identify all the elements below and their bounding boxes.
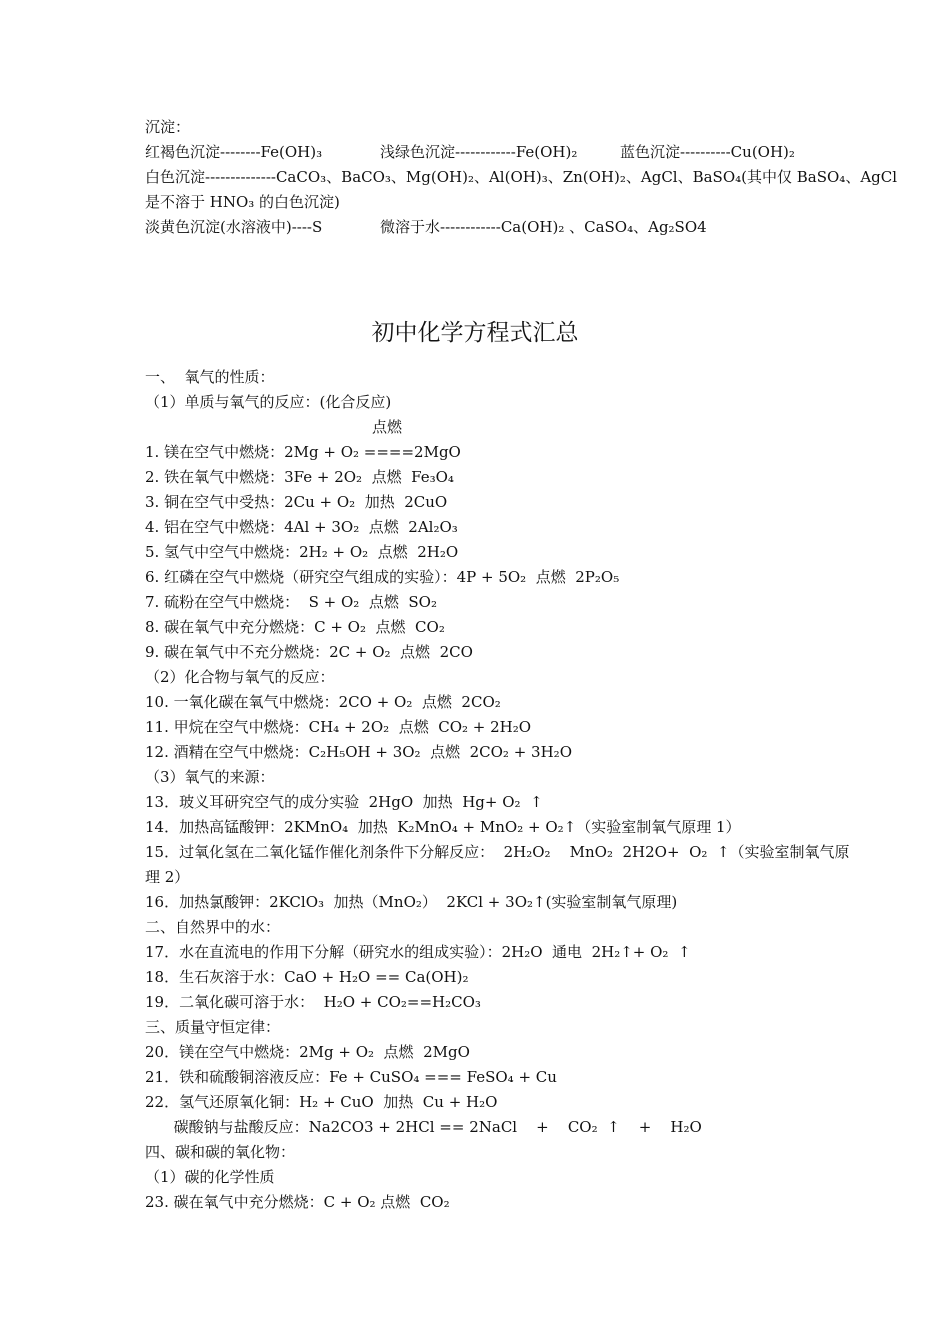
equation-line: 20．镁在空气中燃烧：2Mg + O₂ 点燃 2MgO — [145, 1043, 470, 1061]
precipitate-heading: 沉淀： — [145, 118, 191, 136]
equation-line: 18．生石灰溶于水：CaO + H₂O == Ca(OH)₂ — [145, 968, 469, 986]
precipitate-blue: 蓝色沉淀----------Cu(OH)₂ — [620, 143, 795, 161]
equation-line: 15．过氧化氢在二氧化锰作催化剂条件下分解反应： 2H₂O₂ MnO₂ 2H2O+ O₂ ↑（实验室制氧气原 — [145, 843, 850, 861]
section-heading: 二、自然界中的水： — [145, 918, 281, 936]
equation-line: 14．加热高锰酸钾：2KMnO₄ 加热 K₂MnO₄ + MnO₂ + O₂↑（实验室制氧气原理 1） — [145, 818, 741, 836]
equation-line: 5. 氢气中空气中燃烧：2H₂ + O₂ 点燃 2H₂O — [145, 543, 459, 561]
page-title: 初中化学方程式汇总 — [371, 320, 579, 346]
subsection-heading: （2）化合物与氧气的反应： — [145, 668, 335, 686]
equation-line: 23. 碳在氧气中充分燃烧：C + O₂ 点燃 CO₂ — [145, 1193, 450, 1211]
equation-line: 4. 铝在空气中燃烧：4Al + 3O₂ 点燃 2Al₂O₃ — [145, 518, 458, 536]
subsection-heading: （1）单质与氧气的反应：(化合反应) — [145, 393, 392, 411]
equation-line: 13．玻义耳研究空气的成分实验 2HgO 加热 Hg+ O₂ ↑ — [145, 793, 543, 811]
equation-line: 11. 甲烷在空气中燃烧：CH₄ + 2O₂ 点燃 CO₂ + 2H₂O — [145, 718, 532, 736]
section-heading: 一、 氧气的性质： — [145, 368, 275, 386]
precipitate-red-brown: 红褐色沉淀--------Fe(OH)₃ — [145, 143, 323, 161]
equation-line: 碳酸钠与盐酸反应：Na2CO3 + 2HCl == 2NaCl + CO₂ ↑ + H₂O — [145, 1118, 702, 1136]
equation-line: 2. 铁在氧气中燃烧：3Fe + 2O₂ 点燃 Fe₃O₄ — [145, 468, 454, 486]
equation-line: 17．水在直流电的作用下分解（研究水的组成实验）：2H₂O 通电 2H₂↑+ O₂ ↑ — [145, 943, 691, 961]
precipitate-pale-yellow: 淡黄色沉淀(水溶液中)----S — [145, 218, 323, 236]
equation-line: 6. 红磷在空气中燃烧（研究空气组成的实验）：4P + 5O₂ 点燃 2P₂O₅ — [145, 568, 620, 586]
equation-line: 7. 硫粉在空气中燃烧： S + O₂ 点燃 SO₂ — [145, 593, 437, 611]
equation-line: 3. 铜在空气中受热：2Cu + O₂ 加热 2CuO — [145, 493, 448, 511]
equation-line: 16．加热氯酸钾：2KClO₃ 加热（MnO₂） 2KCl + 3O₂↑(实验室制氧气原理) — [145, 893, 678, 911]
equation-line: 19．二氧化碳可溶于水： H₂O + CO₂==H₂CO₃ — [145, 993, 481, 1011]
equation-line-continued: 理 2） — [145, 868, 190, 886]
section-heading: 三、质量守恒定律： — [145, 1018, 281, 1036]
slightly-soluble: 微溶于水------------Ca(OH)₂ 、CaSO₄、Ag₂SO4 — [380, 218, 707, 236]
section-heading: 四、碳和碳的氧化物： — [145, 1143, 296, 1161]
equation-line: 9. 碳在氧气中不充分燃烧：2C + O₂ 点燃 2CO — [145, 643, 473, 661]
equation-line: 22．氢气还原氧化铜：H₂ + CuO 加热 Cu + H₂O — [145, 1093, 498, 1111]
equation-line: 1. 镁在空气中燃烧：2Mg + O₂ ====2MgO — [145, 443, 461, 461]
precipitate-light-green: 浅绿色沉淀------------Fe(OH)₂ — [380, 143, 578, 161]
precipitate-white-note: 是不溶于 HNO₃ 的白色沉淀) — [145, 193, 340, 211]
subsection-heading: （3）氧气的来源： — [145, 768, 275, 786]
equation-line: 12. 酒精在空气中燃烧：C₂H₅OH + 3O₂ 点燃 2CO₂ + 3H₂O — [145, 743, 572, 761]
equation-line: 8. 碳在氧气中充分燃烧：C + O₂ 点燃 CO₂ — [145, 618, 445, 636]
equation-line: 10. 一氧化碳在氧气中燃烧：2CO + O₂ 点燃 2CO₂ — [145, 693, 501, 711]
subsection-heading: （1）碳的化学性质 — [145, 1168, 275, 1186]
equation-line: 21．铁和硫酸铜溶液反应：Fe + CuSO₄ === FeSO₄ + Cu — [145, 1068, 557, 1086]
precipitate-white: 白色沉淀--------------CaCO₃、BaCO₃、Mg(OH)₂、Al(OH)₃、Zn(OH)₂、AgCl、BaSO₄(其中仅 BaSO₄、AgCl — [145, 168, 898, 186]
ignite-label: 点燃 — [372, 418, 403, 436]
